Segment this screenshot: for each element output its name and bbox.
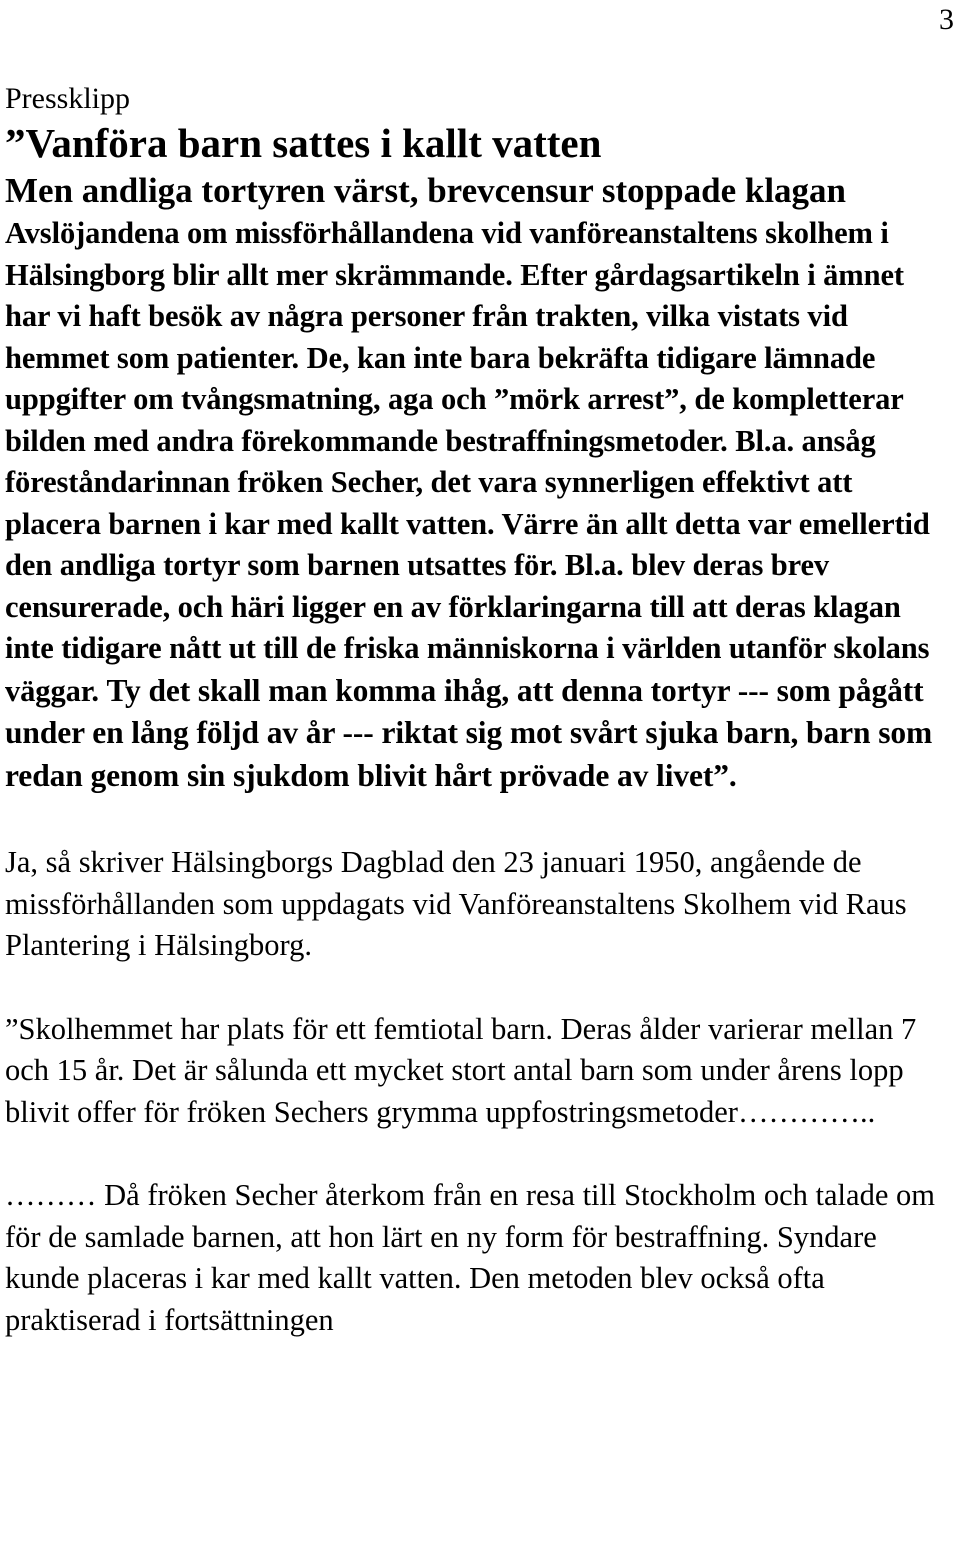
article-headline: ”Vanföra barn sattes i kallt vatten <box>5 120 602 166</box>
commentary-paragraph: Ja, så skriver Hälsingborgs Dagblad den 23 januari 1950, angående de missförhållanden som uppdagats vid Vanföreanstaltens Skolhem vid Raus Plantering i Hälsingborg. <box>5 845 907 962</box>
document-body <box>5 80 955 1341</box>
article-text <box>5 213 955 797</box>
article-body-end: Ty det skall man komma ihåg, att denna tortyr --- som pågått under en lång följd av år --- riktat sig mot svårt sjuka barn, barn som redan genom sin sjukdom blivit hårt prövade av livet”. <box>5 672 933 793</box>
page-number: 3 <box>939 3 954 36</box>
article-subheadline: Men andliga tortyren värst, brevcensur stoppade klagan <box>5 171 847 210</box>
quote-paragraph: ”Skolhemmet har plats för ett femtiotal barn. Deras ålder varierar mellan 7 och 15 år. Det är sålunda ett mycket stort antal barn som under årens lopp blivit offer för fröken Sechers grymma uppfostringsmetoder………….. <box>5 1011 917 1129</box>
quote-paragraph: ……… Då fröken Secher återkom från en resa till Stockholm och talade om för de samlade barnen, att hon lärt en ny form för bestraffning. Syndare kunde placeras i kar med kallt vatten. Den metoden blev också ofta praktiserad i fortsättningen <box>5 1178 935 1337</box>
article-body: Avslöjandena om missförhållandena vid vanföreanstaltens skolhem i Hälsingborg blir allt mer skrämmande. Efter gårdagsartikeln i ämnet har vi haft besök av några personer från trakten, vilka vistats vid hemmet som patienter. De, kan inte bara bekräfta tidigare lämnade uppgifter om tvångsmatning, aga och ”mörk arrest”, de kompletterar bilden med andra förekommande bestraffningsmetoder. Bl.a. ansåg föreståndarinnan fröken Secher, det vara synnerligen effektivt att placera barnen i kar med kallt vatten. Värre än allt detta var emellertid den andliga tortyr som barnen utsattes för. Bl.a. blev deras brev censurerade, och häri ligger en av förklaringarna till att deras klagan inte tidigare nått ut till de friska människorna i världen utanför skolans väggar. <box>5 216 930 708</box>
section-label: Pressklipp <box>5 82 131 115</box>
